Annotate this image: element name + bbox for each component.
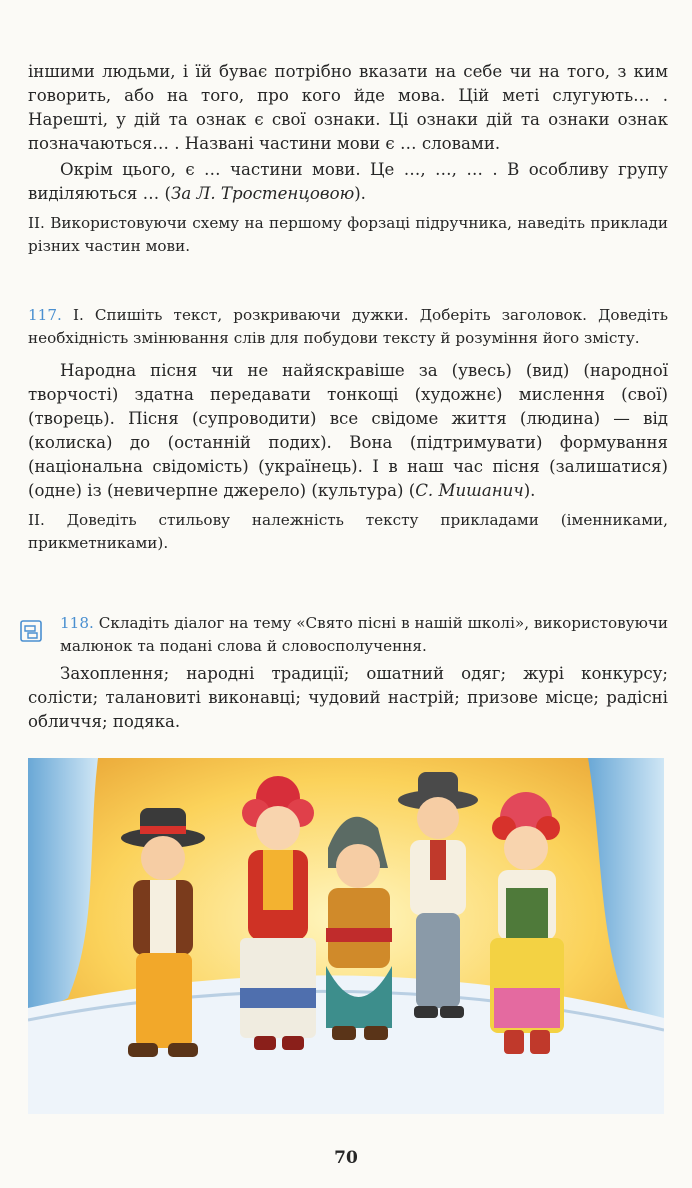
task-2: II. Використовуючи схему на першому форзаці підручника, наведіть приклади різних частин мови.	[28, 214, 668, 255]
exercise-task-text: I. Спишіть текст, розкриваючи дужки. Доберіть заголовок. Доведіть необхідність змінювання слів для побудови тексту й розуміння його змісту.	[28, 306, 668, 347]
exercise-117	[28, 304, 668, 554]
exercise-number: 117.	[28, 306, 62, 324]
exercise-117-task-2: II. Доведіть стильову належність тексту прикладами (іменниками, прикметниками).	[28, 511, 668, 552]
paragraph-end: ).	[354, 184, 366, 203]
exercise-main-text: Народна пісня чи не найяскравіше за (увесь) (вид) (народної творчості) здатна передавати тонкощі (художнє) мислення (свої) (творець). Пісня (супроводити) все свідоме життя (людина) — від (колиска) до (останній подих). Вона (підтримувати) формування (національна свідомість) (українець). І в наш час пісня (залишатися) (одне) із (невичерпне джерело) (культура) (	[28, 361, 668, 500]
exercise-task-text: Складіть діалог на тему «Свято пісні в нашій школі», використовуючи малюнок та подані слова й словосполучення.	[60, 614, 668, 655]
source-author: За Л. Тростенцовою	[170, 184, 355, 203]
folk-singers-picture	[28, 758, 664, 1114]
source-author: С. Мишанич	[415, 481, 524, 500]
exercise-118	[60, 612, 668, 657]
top-section	[28, 60, 668, 257]
paragraph-text: Окрім цього, є … частини мови. Це …, …, … . В особливу групу виділяються … (	[28, 160, 668, 203]
singer-3	[326, 817, 392, 1040]
paragraph-continuation: іншими людьми, і їй буває потрібно вказати на себе чи на того, з ким говорить, або на того, про кого йде мова. Цій меті слугують… . Нарешті, у дій та ознак є свої ознаки. Ці ознаки дій та ознаки ознак позначаються… . Названі частини мови є … словами.	[28, 62, 668, 153]
page-number: 70	[334, 1148, 358, 1168]
paragraph-other-parts	[28, 158, 668, 206]
exercise-117-text	[28, 359, 668, 503]
exercise-118-words-block	[28, 662, 668, 734]
singer-5	[490, 792, 564, 1054]
singer-2	[240, 776, 316, 1050]
exercise-118-words: Захоплення; народні традиції; ошатний одяг; журі конкурсу; солісти; талановиті виконавці; чудовий настрій; призове місце; радісні обличчя; подяка.	[28, 664, 668, 731]
text-end: ).	[523, 481, 536, 500]
exercise-117-task	[28, 304, 668, 349]
exercise-number: 118.	[60, 614, 94, 632]
dialog-icon	[20, 620, 42, 642]
exercise-118-task	[60, 612, 668, 657]
illustration-folk-singers	[28, 758, 664, 1114]
